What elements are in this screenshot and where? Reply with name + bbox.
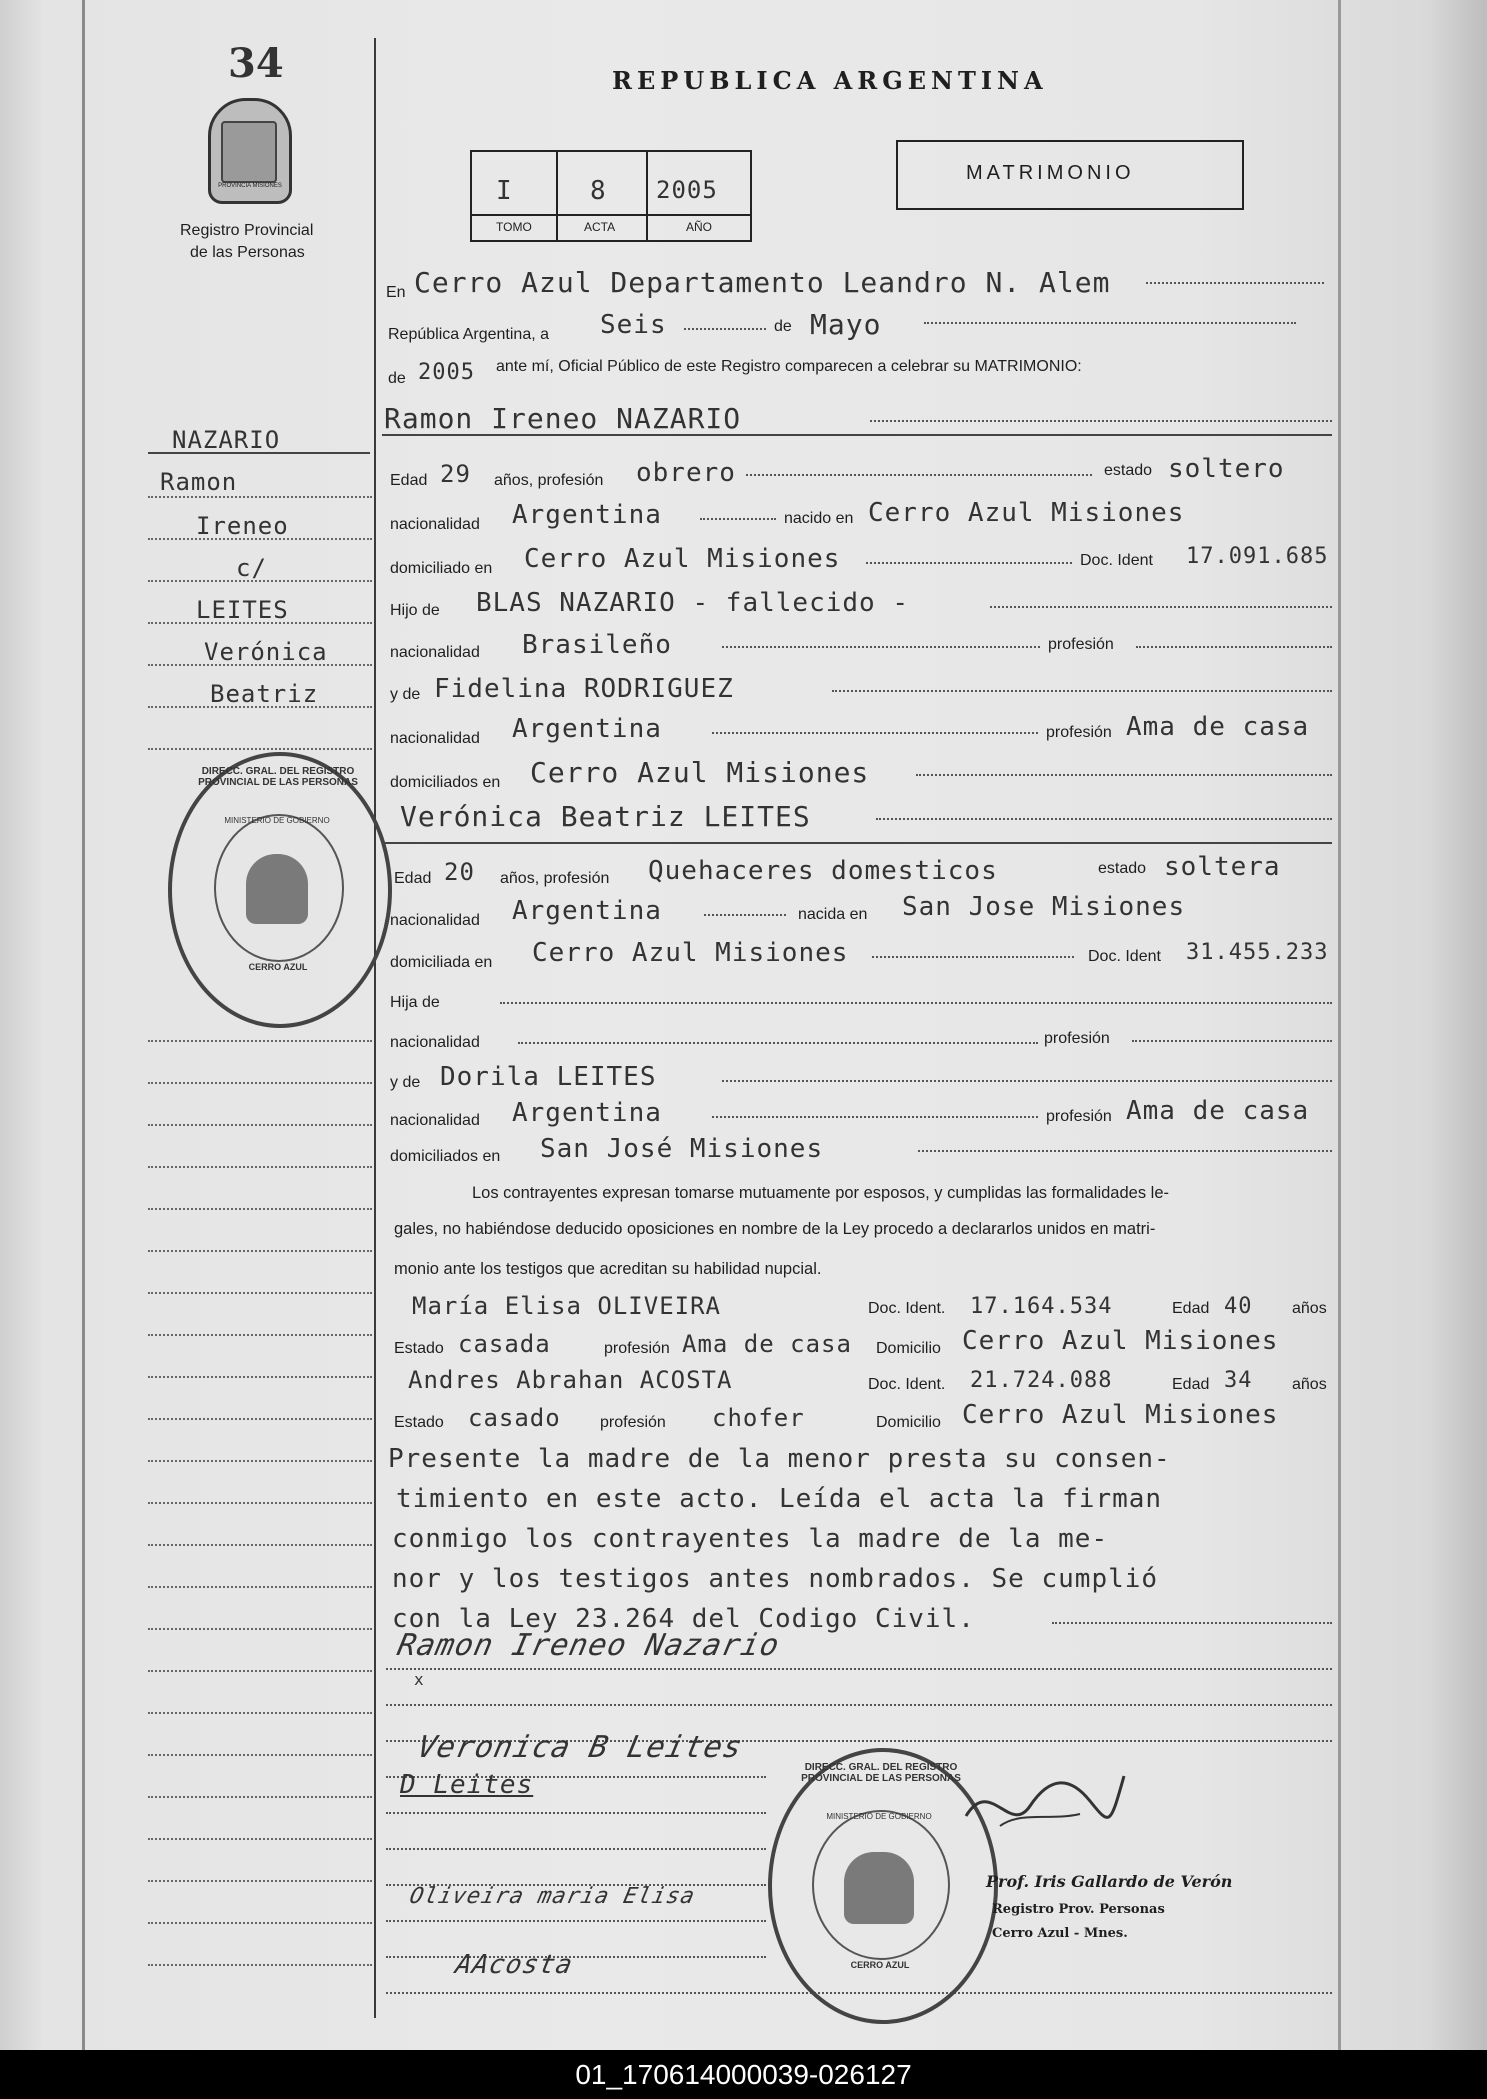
bride-parents-dom: San José Misiones (540, 1134, 824, 1164)
groom-hijo-label: Hijo de (390, 602, 440, 619)
groom-nacionalidad: Argentina (512, 500, 662, 530)
ruled-line (386, 1920, 766, 1922)
bride-mother-nac: Argentina (512, 1098, 662, 1128)
binding-fold (82, 0, 85, 2050)
groom-anos-prof-label: años, profesión (494, 472, 604, 489)
declaration-line1: Los contrayentes expresan tomarse mutuamente por esposos, y cumplidas las formalidades le- (472, 1184, 1170, 1202)
witness1-prof-label: profesión (604, 1340, 670, 1357)
groom-signature: Ramon Ireneo Nazario (394, 1628, 783, 1663)
witness1-anos-label: años (1292, 1300, 1327, 1317)
record-box-divider2 (646, 150, 648, 240)
groom-domicilio: Cerro Azul Misiones (524, 544, 841, 574)
bride-dom-label: domiciliada en (390, 954, 493, 971)
side-line (148, 1712, 372, 1714)
side-names2b: Beatriz (210, 680, 319, 708)
groom-estado: soltero (1168, 454, 1285, 484)
intro-day: Seis (600, 310, 667, 340)
groom-parents-dom-label: domiciliados en (390, 774, 501, 791)
bride-edad-label: Edad (394, 870, 432, 887)
side-line (148, 1208, 372, 1210)
bride-doc-label: Doc. Ident (1088, 948, 1161, 965)
side-line (148, 748, 372, 750)
record-box-divider1 (556, 150, 558, 240)
side-line (148, 1292, 372, 1294)
groom-nac-label: nacionalidad (390, 516, 480, 533)
intro-year-prefix: de (388, 370, 406, 387)
groom-mother: Fidelina RODRIGUEZ (434, 674, 734, 704)
acta-label: ACTA (584, 220, 616, 234)
side-line (148, 1334, 372, 1336)
groom-doc-label: Doc. Ident (1080, 552, 1153, 569)
bride-mother-prof-label: profesión (1046, 1108, 1112, 1125)
groom-father-prof-label: profesión (1048, 636, 1114, 653)
witness1-domicilio: Cerro Azul Misiones (962, 1326, 1279, 1356)
side-line (148, 496, 372, 498)
province-emblem (208, 98, 292, 204)
groom-father-nac-label: nacionalidad (390, 644, 480, 661)
note-end-line (1052, 1622, 1332, 1624)
side-line (148, 1544, 372, 1546)
intro-text: ante mí, Oficial Público de este Registro comparecen a celebrar su MATRIMONIO: (496, 358, 1082, 375)
registry-seal-left (168, 752, 392, 1028)
intro-month: Mayo (810, 308, 882, 341)
bride-mother-nac-line (712, 1116, 1038, 1118)
bride-father-nac-line (518, 1042, 1038, 1044)
witness1-signature: Oliveira maria Elisa (407, 1884, 698, 1909)
bride-mother-prof: Ama de casa (1126, 1096, 1310, 1126)
bride-estado-label: estado (1098, 860, 1147, 877)
side-line (148, 664, 372, 666)
ruled-line (386, 1668, 1332, 1670)
groom-nacido-label: nacido en (784, 510, 854, 527)
bride-father-prof-label: profesión (1044, 1030, 1110, 1047)
side-line (148, 1754, 372, 1756)
side-surname2: LEITES (196, 596, 289, 624)
witness2-dom-label: Domicilio (876, 1414, 941, 1431)
bride-father-line (500, 1002, 1332, 1004)
bride-dom-line (872, 956, 1074, 958)
bride-mother: Dorila LEITES (440, 1062, 657, 1092)
groom-doc: 17.091.685 (1186, 544, 1329, 569)
side-names2a: Verónica (204, 638, 328, 666)
mother-signature: D Leites (400, 1770, 534, 1800)
side-line (148, 1838, 372, 1840)
signature-mark: x (414, 1670, 425, 1689)
bride-mother-label: y de (390, 1074, 421, 1091)
groom-father-prof-line (1136, 646, 1332, 648)
emblem-text: PROVINCIA MISIONES (218, 183, 282, 189)
bride-father-prof-line (1132, 1040, 1332, 1042)
bride-section-rule (382, 842, 1332, 844)
intro-place: Cerro Azul Departamento Leandro N. Alem (414, 266, 1111, 299)
bride-mother-line (722, 1080, 1332, 1082)
ano-value: 2005 (656, 176, 718, 204)
note-line: conmigo los contrayentes la madre de la me- (392, 1524, 1109, 1554)
side-line (148, 1880, 372, 1882)
witness1-doc-label: Doc. Ident. (868, 1300, 946, 1317)
side-surname1: NAZARIO (172, 426, 281, 454)
bride-domicilio: Cerro Azul Misiones (532, 938, 849, 968)
groom-dom-label: domiciliado en (390, 560, 493, 577)
groom-section-rule (382, 434, 1332, 436)
bride-nacida-en: San Jose Misiones (902, 892, 1186, 922)
witness1-dom-label: Domicilio (876, 1340, 941, 1357)
declaration-line2: gales, no habiéndose deducido oposiciones en nombre de la Ley procedo a declararlos unidos en matri- (394, 1220, 1156, 1238)
seal-bottom-text: CERRO AZUL (248, 962, 308, 972)
groom-father: BLAS NAZARIO - fallecido - (476, 588, 909, 618)
side-line (148, 1964, 372, 1966)
witness2-prof-label: profesión (600, 1414, 666, 1431)
bride-signature: Veronica B Leites (414, 1730, 746, 1765)
side-line (148, 1418, 372, 1420)
note-line: Presente la madre de la menor presta su consen- (388, 1444, 1171, 1474)
groom-mother-nac: Argentina (512, 714, 662, 744)
witness2-edad: 34 (1224, 1368, 1253, 1393)
side-line (148, 1670, 372, 1672)
side-line (148, 1460, 372, 1462)
declaration-line3: monio ante los testigos que acreditan su habilidad nupcial. (394, 1260, 822, 1278)
witness2-estado: casado (468, 1404, 561, 1432)
side-line (148, 580, 372, 582)
bride-parents-dom-label: domiciliados en (390, 1148, 501, 1165)
seal-emblem (246, 854, 308, 924)
witness1-edad: 40 (1224, 1294, 1253, 1319)
side-line (148, 706, 372, 708)
bride-nac-label: nacionalidad (390, 912, 480, 929)
bride-mother-nac-label: nacionalidad (390, 1112, 480, 1129)
side-line (148, 1628, 372, 1630)
page-number: 34 (228, 40, 284, 87)
registry-name-line1: Registro Provincial (180, 222, 314, 239)
groom-parents-dom-line (916, 774, 1332, 776)
bride-name-line (876, 818, 1332, 820)
bride-edad: 20 (444, 858, 475, 886)
registry-name-line2: de las Personas (190, 244, 305, 261)
witness2-name: Andres Abrahan ACOSTA (408, 1366, 733, 1394)
ruled-line (386, 1848, 766, 1850)
witness1-name: María Elisa OLIVEIRA (412, 1292, 721, 1320)
groom-father-line (990, 606, 1332, 608)
seal-inner-text: MINISTERIO DE GOBIERNO (224, 816, 330, 825)
witness2-domicilio: Cerro Azul Misiones (962, 1400, 1279, 1430)
side-line (148, 1250, 372, 1252)
intro-month-line (924, 322, 1296, 324)
groom-dom-line (866, 562, 1072, 564)
groom-mother-prof: Ama de casa (1126, 712, 1310, 742)
groom-edad-label: Edad (390, 472, 428, 489)
tomo-label: TOMO (496, 220, 532, 234)
bride-doc: 31.455.233 (1186, 940, 1329, 965)
side-line (148, 1796, 372, 1798)
ano-label: AÑO (686, 220, 713, 234)
bride-estado: soltera (1164, 852, 1281, 882)
witness1-estado: casada (458, 1330, 551, 1358)
witness2-anos-label: años (1292, 1376, 1327, 1393)
record-box-label-row (470, 214, 750, 216)
side-line (148, 622, 372, 624)
country-title: REPUBLICA ARGENTINA (612, 66, 1048, 95)
acta-value: 8 (590, 176, 607, 206)
side-surname-rule (148, 452, 370, 454)
side-line (148, 538, 372, 540)
side-names1a: Ramon (160, 468, 238, 496)
groom-full-name: Ramon Ireneo NAZARIO (384, 402, 742, 435)
bride-nacida-label: nacida en (798, 906, 868, 923)
groom-mother-label: y de (390, 686, 421, 703)
witness2-doc-label: Doc. Ident. (868, 1376, 946, 1393)
witness2-signature: AAcosta (452, 1950, 576, 1980)
witness2-edad-label: Edad (1172, 1376, 1210, 1393)
official-stamp-line1: Prof. Iris Gallardo de Verón (986, 1872, 1233, 1891)
side-line (148, 1124, 372, 1126)
ruled-line (386, 1812, 766, 1814)
witness2-doc: 21.724.088 (970, 1368, 1113, 1393)
groom-mother-line (832, 690, 1332, 692)
witness1-profesion: Ama de casa (682, 1330, 852, 1358)
witness1-edad-label: Edad (1172, 1300, 1210, 1317)
bride-full-name: Verónica Beatriz LEITES (400, 800, 811, 833)
note-line: nor y los testigos antes nombrados. Se cumplió (392, 1564, 1159, 1594)
bride-nac-line (704, 914, 786, 916)
side-connector: c/ (236, 554, 267, 582)
witness2-profesion: chofer (712, 1404, 805, 1432)
groom-father-nac-line (722, 646, 1040, 648)
groom-father-nac: Brasileño (522, 630, 672, 660)
document-code: 01_170614000039-026127 (0, 2050, 1487, 2099)
official-signature (960, 1756, 1130, 1846)
ruled-line (386, 1956, 766, 1958)
bride-anos-prof-label: años, profesión (500, 870, 610, 887)
groom-name-line (870, 420, 1332, 422)
groom-mother-prof-label: profesión (1046, 724, 1112, 741)
intro-de-label: de (774, 318, 792, 335)
emblem-inner (221, 121, 277, 183)
groom-prof-line (746, 474, 1092, 476)
intro-en-label: En (386, 284, 406, 301)
seal-bottom-text: CERRO AZUL (850, 1960, 910, 1970)
side-names1b: Ireneo (196, 512, 289, 540)
groom-parents-dom: Cerro Azul Misiones (530, 756, 870, 789)
intro-day-line (684, 328, 766, 330)
official-stamp-line3: Cerro Azul - Mnes. (992, 1926, 1128, 1941)
seal-outer-text: DIRECC. GRAL. DEL REGISTRO PROVINCIAL DE LAS PERSONAS (801, 1762, 961, 1784)
side-line (148, 1166, 372, 1168)
intro-year: 2005 (418, 360, 475, 385)
witness1-doc: 17.164.534 (970, 1294, 1113, 1319)
seal-inner-text: MINISTERIO DE GOBIERNO (826, 1812, 932, 1821)
bride-parents-dom-line (918, 1150, 1332, 1152)
intro-place-line (1146, 282, 1324, 284)
side-line (148, 1922, 372, 1924)
side-line (148, 1040, 372, 1042)
bride-profesion: Quehaceres domesticos (648, 856, 998, 886)
seal-emblem (844, 1852, 914, 1924)
groom-mother-nac-line (712, 732, 1038, 734)
bride-father-nac-label: nacionalidad (390, 1034, 480, 1051)
groom-estado-label: estado (1104, 462, 1153, 479)
groom-edad: 29 (440, 460, 471, 488)
intro-republica-label: República Argentina, a (388, 326, 549, 343)
tomo-value: I (496, 176, 513, 206)
side-line (148, 1082, 372, 1084)
page-edge (1338, 0, 1341, 2050)
record-type: MATRIMONIO (966, 162, 1135, 184)
groom-mother-nac-label: nacionalidad (390, 730, 480, 747)
note-line: timiento en este acto. Leída el acta la firman (396, 1484, 1163, 1514)
seal-outer-text: DIRECC. GRAL. DEL REGISTRO PROVINCIAL DE LAS PERSONAS (198, 766, 358, 788)
side-line (148, 1586, 372, 1588)
groom-nacido-en: Cerro Azul Misiones (868, 498, 1185, 528)
ruled-line (386, 1704, 1332, 1706)
side-line (148, 1376, 372, 1378)
note-line: con la Ley 23.264 del Codigo Civil. (392, 1604, 975, 1634)
side-line (148, 1502, 372, 1504)
bride-hija-label: Hija de (390, 994, 440, 1011)
column-divider (374, 38, 376, 2018)
groom-profesion: obrero (636, 458, 736, 488)
groom-nac-line (700, 518, 776, 520)
witness2-estado-label: Estado (394, 1414, 444, 1431)
official-stamp-line2: Registro Prov. Personas (992, 1902, 1165, 1917)
witness1-estado-label: Estado (394, 1340, 444, 1357)
bride-nacionalidad: Argentina (512, 896, 662, 926)
